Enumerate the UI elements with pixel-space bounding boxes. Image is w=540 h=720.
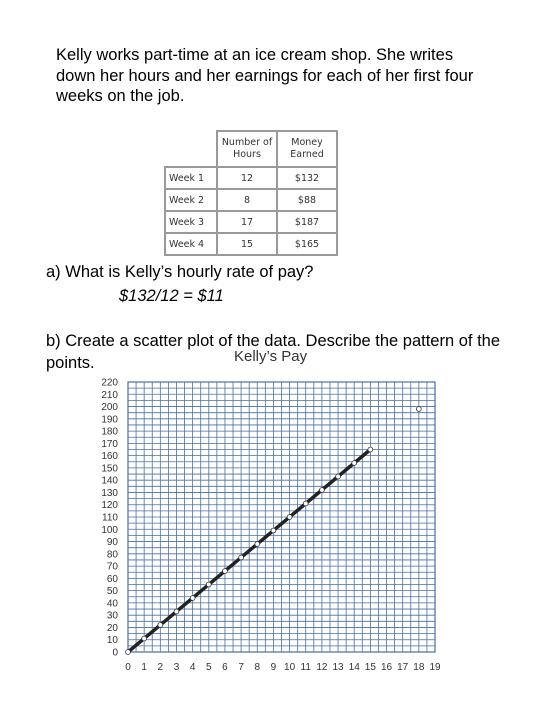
data-point bbox=[287, 515, 292, 520]
x-tick-label: 19 bbox=[429, 662, 441, 673]
x-tick-label: 13 bbox=[332, 662, 344, 673]
data-point bbox=[239, 555, 244, 560]
table-cell-money: $187 bbox=[277, 211, 337, 233]
table-cell-money: $132 bbox=[277, 167, 337, 189]
x-tick-label: 9 bbox=[270, 662, 277, 673]
y-tick-label: 130 bbox=[101, 487, 118, 499]
data-point bbox=[206, 582, 211, 587]
answer-a: $132/12 = $11 bbox=[119, 287, 224, 305]
y-tick-label: 40 bbox=[106, 598, 118, 610]
y-tick-label: 200 bbox=[101, 402, 118, 414]
table-cell-money: $165 bbox=[277, 233, 337, 255]
question-b: b) Create a scatter plot of the data. Describe the pattern of the points. bbox=[46, 332, 501, 372]
y-tick-label: 70 bbox=[106, 561, 118, 573]
data-point bbox=[223, 569, 228, 574]
y-tick-label: 180 bbox=[101, 426, 118, 438]
x-tick-label: 2 bbox=[157, 662, 164, 673]
y-tick-label: 150 bbox=[101, 463, 118, 475]
x-tick-label: 18 bbox=[413, 662, 425, 673]
problem-statement: Kelly works part-time at an ice cream shop. She writes down her hours and her earnings for each of her first four weeks on the job. bbox=[56, 46, 474, 105]
data-point bbox=[190, 596, 195, 601]
table-cell-week: Week 1 bbox=[165, 167, 217, 189]
table-header-cell: Number of Hours bbox=[217, 131, 277, 167]
y-tick-label: 50 bbox=[106, 586, 118, 598]
table-cell-hours: 12 bbox=[217, 167, 277, 189]
x-tick-label: 12 bbox=[316, 662, 328, 673]
x-tick-label: 17 bbox=[397, 662, 409, 673]
y-tick-label: 160 bbox=[101, 451, 118, 463]
x-tick-label: 3 bbox=[173, 662, 180, 673]
table-cell-hours: 15 bbox=[217, 233, 277, 255]
table-cell-hours: 17 bbox=[217, 211, 277, 233]
y-tick-label: 140 bbox=[101, 475, 118, 487]
x-tick-label: 16 bbox=[380, 662, 393, 673]
x-tick-label: 5 bbox=[206, 662, 212, 673]
y-tick-label: 110 bbox=[102, 512, 118, 524]
data-point bbox=[126, 650, 131, 655]
x-tick-label: 11 bbox=[300, 662, 311, 673]
data-point bbox=[142, 636, 147, 641]
y-tick-label: 30 bbox=[106, 610, 118, 622]
table-header-cell: Money Earned bbox=[277, 131, 337, 167]
data-point bbox=[319, 488, 324, 493]
data-point bbox=[336, 474, 341, 479]
data-point bbox=[303, 501, 308, 506]
table-cell-week: Week 2 bbox=[165, 189, 217, 211]
y-tick-label: 120 bbox=[101, 500, 118, 512]
y-tick-label: 80 bbox=[106, 549, 118, 561]
x-tick-label: 10 bbox=[284, 662, 296, 673]
y-tick-label: 100 bbox=[101, 524, 118, 536]
y-tick-label: 210 bbox=[101, 389, 118, 401]
table-cell-week: Week 4 bbox=[165, 233, 217, 255]
x-tick-label: 0 bbox=[125, 662, 131, 673]
x-tick-label: 6 bbox=[222, 662, 228, 673]
x-tick-label: 7 bbox=[238, 662, 244, 673]
x-tick-label: 1 bbox=[141, 662, 147, 673]
data-point bbox=[352, 461, 357, 466]
chart-title: Kelly’s Pay bbox=[234, 348, 308, 365]
data-point bbox=[158, 623, 163, 628]
x-tick-label: 14 bbox=[348, 662, 360, 673]
x-tick-label: 4 bbox=[189, 662, 196, 673]
y-tick-label: 20 bbox=[106, 622, 118, 634]
question-a: a) What is Kelly’s hourly rate of pay? bbox=[46, 263, 314, 281]
y-tick-label: 170 bbox=[101, 438, 118, 450]
table-cell-money: $88 bbox=[277, 189, 337, 211]
y-tick-label: 220 bbox=[101, 377, 118, 389]
x-tick-label: 8 bbox=[254, 662, 261, 673]
y-tick-label: 0 bbox=[112, 647, 118, 659]
data-point bbox=[174, 609, 179, 614]
y-tick-label: 60 bbox=[106, 573, 118, 585]
y-tick-label: 190 bbox=[101, 414, 118, 426]
data-point bbox=[271, 528, 276, 533]
table-cell-week: Week 3 bbox=[165, 211, 217, 233]
data-point bbox=[255, 542, 260, 547]
data-point bbox=[368, 447, 373, 452]
data-point bbox=[416, 407, 421, 412]
x-tick-label: 15 bbox=[364, 662, 376, 673]
y-tick-label: 10 bbox=[106, 635, 118, 647]
y-tick-label: 90 bbox=[106, 537, 118, 549]
table-cell-hours: 8 bbox=[217, 189, 277, 211]
